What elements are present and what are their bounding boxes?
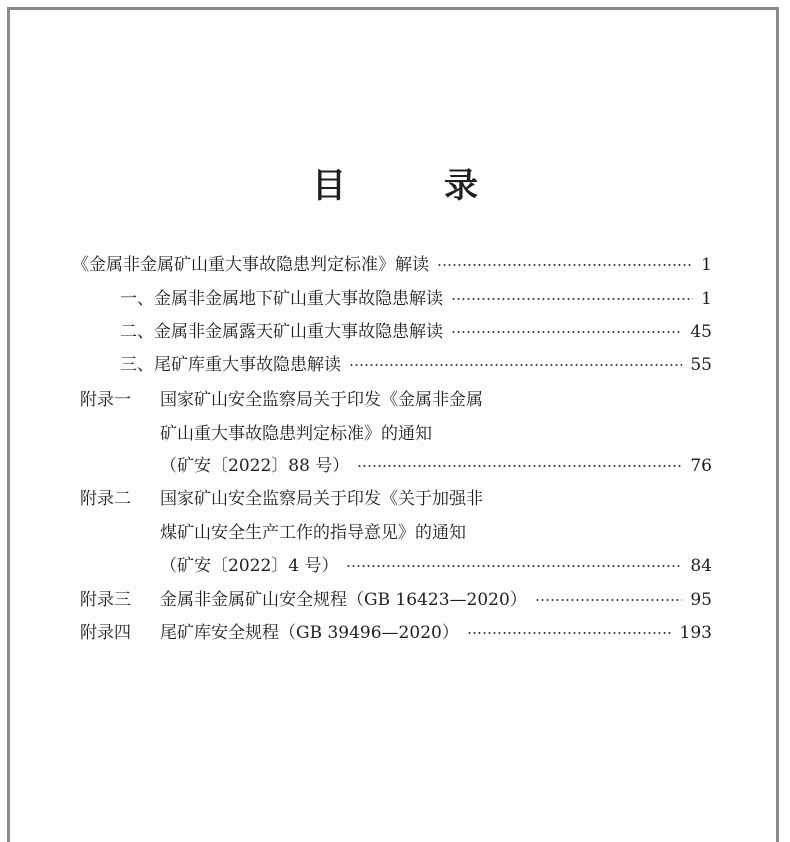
appendix-1-prefix: 附录一 (80, 390, 131, 410)
toc-page-number: 84 (690, 556, 712, 576)
appendix-1-title-line-1[interactable]: 国家矿山安全监察局关于印发《金属非金属 (160, 390, 483, 410)
title-char-1: 目 (312, 166, 346, 206)
toc-entry-appendix-1[interactable] (160, 453, 712, 479)
toc-entry-label: 一、金属非金属地下矿山重大事故隐患解读 (120, 289, 443, 309)
toc-entry-label: 金属非金属矿山安全规程（GB 16423—2020） (160, 590, 527, 610)
leader-dots (349, 364, 682, 366)
leader-dots (451, 298, 693, 300)
toc-page-number: 76 (690, 456, 712, 476)
toc-entry-label: （矿安〔2022〕4 号） (160, 556, 339, 576)
toc-entry-label: 尾矿库安全规程（GB 39496—2020） (160, 623, 459, 643)
toc-page-number: 55 (690, 355, 712, 375)
toc-page-number: 193 (679, 623, 712, 643)
toc-entry-label: 二、金属非金属露天矿山重大事故隐患解读 (120, 322, 443, 342)
leader-dots (437, 264, 693, 266)
leader-dots (357, 465, 682, 467)
toc-entry-section-1[interactable] (120, 286, 712, 312)
toc-entry-section-2[interactable] (120, 319, 712, 345)
appendix-2-prefix: 附录二 (80, 489, 131, 509)
appendix-3-prefix: 附录三 (80, 590, 131, 610)
toc-page-number: 1 (701, 255, 712, 275)
toc-entry-label: 三、尾矿库重大事故隐患解读 (120, 355, 341, 375)
leader-dots (346, 565, 682, 567)
toc-page-number: 1 (701, 289, 712, 309)
toc-page-number: 45 (690, 322, 712, 342)
appendix-2-title-line-1[interactable]: 国家矿山安全监察局关于印发《关于加强非 (160, 489, 483, 509)
toc-entry-label: 《金属非金属矿山重大事故隐患判定标准》解读 (72, 255, 429, 275)
toc-entry-section-3[interactable] (120, 352, 712, 378)
toc-entry-appendix-2[interactable] (160, 553, 712, 579)
appendix-4-prefix: 附录四 (80, 623, 131, 643)
leader-dots (467, 632, 672, 634)
leader-dots (451, 331, 682, 333)
appendix-1-title-line-2[interactable]: 矿山重大事故隐患判定标准》的通知 (160, 424, 432, 444)
toc-page-number: 95 (690, 590, 712, 610)
toc-entry-appendix-3[interactable] (160, 587, 712, 613)
title-char-2: 录 (444, 166, 478, 206)
toc-entry-main[interactable] (72, 252, 712, 278)
appendix-2-title-line-2[interactable]: 煤矿山安全生产工作的指导意见》的通知 (160, 523, 466, 543)
page-title (0, 158, 790, 207)
toc-entry-label: （矿安〔2022〕88 号） (160, 456, 350, 476)
leader-dots (535, 599, 683, 601)
toc-entry-appendix-4[interactable] (160, 620, 712, 646)
